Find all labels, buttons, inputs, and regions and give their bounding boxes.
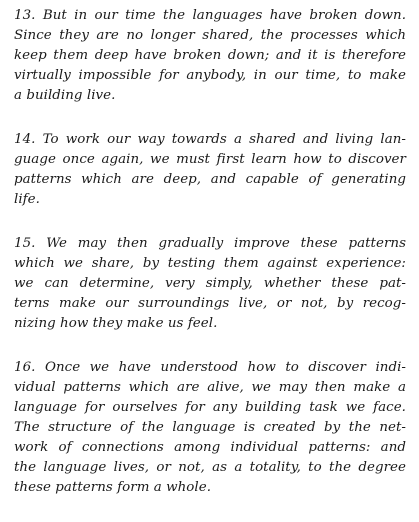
text-line: 14. To work our way towards a shared and living lan- (14, 132, 406, 147)
text-line: work of connections among individual patterns: and (14, 440, 406, 455)
text-line: patterns which are deep, and capable of generating (14, 172, 406, 187)
text-line: 13. But in our time the languages have broken down. (14, 8, 406, 23)
text-line: life. (14, 192, 40, 207)
paragraph-15 (14, 234, 406, 334)
text-line: we can determine, very simply, whether these pat- (14, 276, 406, 291)
text-line: nizing how they make us feel. (14, 316, 218, 331)
text-line: the language lives, or not, as a totality, to the degree (14, 460, 406, 475)
text-line: which we share, by testing them against experience: (14, 256, 406, 271)
text-line: terns make our surroundings live, or not, by recog- (14, 296, 406, 311)
text-line: 15. We may then gradually improve these patterns (14, 236, 406, 251)
text-line: a building live. (14, 88, 116, 103)
text-line: these patterns form a whole. (14, 480, 212, 495)
document-page (14, 6, 406, 522)
paragraph-13 (14, 6, 406, 106)
paragraph-16 (14, 358, 406, 498)
text-line: vidual patterns which are alive, we may then make a (14, 380, 406, 395)
paragraph-14 (14, 130, 406, 210)
text-line: guage once again, we must first learn how to discover (14, 152, 406, 167)
text-line: 16. Once we have understood how to discover indi- (14, 360, 406, 375)
text-line: language for ourselves for any building task we face. (14, 400, 406, 415)
text-line: keep them deep have broken down; and it is therefore (14, 48, 406, 63)
text-line: The structure of the language is created by the net- (14, 420, 406, 435)
text-line: virtually impossible for anybody, in our time, to make (14, 68, 406, 83)
text-line: Since they are no longer shared, the processes which (14, 28, 406, 43)
